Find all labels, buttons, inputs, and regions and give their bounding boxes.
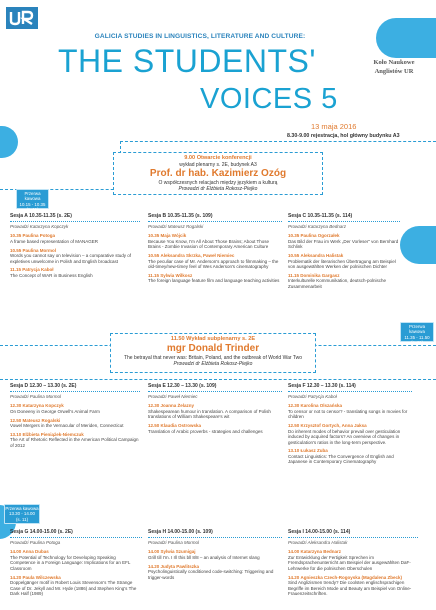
talk-title: Sind Anglizismen trendy? Die coolsten englischsprachigen Begriffe im Bereich Mode und Beauty am Beispiel von Online-Frauenzeitschriften. (288, 580, 412, 597)
organizer-line-2: Anglistów UR (374, 68, 414, 75)
coffee-break-3-time: 13.30 - 14.00 (9, 511, 35, 517)
talk-item (10, 233, 140, 244)
talk-item (288, 253, 400, 270)
talk-speaker: Krzysztof Gortych, Anna Jaksa (300, 423, 367, 429)
session-i-title: Sesja I 14.00-15.00 (s. 114) (288, 530, 418, 538)
talk-title: Contact Linguistics: The Convergence of English and Japanese in Contemporary Cinematography (288, 453, 394, 465)
coffee-break-1-time: 10.15 - 10.35 (19, 201, 46, 207)
session-a-column (10, 214, 140, 282)
session-f-column (288, 384, 412, 468)
subplenary-time: 11.50 Wykład subplenarny s. 2E (170, 336, 256, 342)
talk-speaker: Paulina Potoga (22, 233, 56, 239)
session-d-title: Sesja D 12.30 – 13.30 (s. 2E) (10, 384, 140, 392)
session-c-column (288, 214, 400, 293)
coffee-break-3-room: (s. 11) (15, 516, 29, 522)
talk-speaker: Karolina Olszańska (300, 403, 343, 409)
talk-title: Shakespearean humour in translation. A comparison of Polish translations of William Shakespeare's wit (148, 408, 271, 420)
talk-title: Do inherent modes of behavior prevail over gesticulation induced by acquired factors? An overview of changes in gesticulation's ratios in the long-term perspective. (288, 428, 401, 445)
session-e-title: Sesja E 12.30 – 13.30 (s. 109) (148, 384, 282, 392)
talk-item (10, 248, 140, 265)
talk-item (10, 418, 140, 429)
session-h-column (148, 530, 282, 583)
session-i-column (288, 530, 418, 600)
talk-title: Grill till I'm. I rll this bll 8/8 – an analysis of Internet slang (148, 554, 260, 560)
talk-item (148, 549, 282, 560)
opening-lecture-info: wykład plenarny s. 2E, budynek A3 (179, 162, 257, 168)
talk-speaker: Maja Wójcik (160, 233, 187, 239)
session-d-chair: Prowadzi Paulina Mormol (10, 394, 62, 400)
talk-title: Das Bild der Frau im Werk „Der Vorleser” von Bernhard Schlink (288, 238, 399, 250)
talk-speaker: Sylwia Wilkosz (160, 272, 193, 278)
talk-title: The Art of Rhetoric Reflected in the American Political Campaign of 2012 (10, 437, 139, 448)
session-d-column (10, 384, 140, 452)
coffee-break-2-time: 11.35 - 11.50 (404, 334, 430, 340)
coffee-break-2 (400, 322, 434, 346)
session-g-title: Sesja G 14.00-15.00 (s. 2E) (10, 530, 142, 538)
talk-time: 11.15 (148, 272, 160, 278)
talk-item (288, 575, 418, 597)
talk-time: 13.10 (10, 431, 22, 437)
talk-item (288, 448, 412, 465)
talk-title: Words you cannot say on television – a comparative study of expletives unwelcome in Polish and English broadcast (10, 253, 131, 264)
talk-time: 14.00 (288, 549, 300, 555)
talk-item (10, 575, 142, 597)
talk-speaker: Katarzyna Bednarz (300, 549, 342, 555)
talk-item (148, 564, 282, 581)
talk-title: Problematik der literarischen Übertragung am Beispiel von ausgewählten Werken der polnischen Dichter (288, 258, 396, 270)
talk-title: The Concept of WAR in Business English (10, 272, 93, 278)
talk-item (10, 403, 140, 414)
session-b-column (148, 214, 282, 287)
talk-time: 11.15 (288, 272, 300, 278)
session-g-column (10, 530, 142, 600)
subplenary-topic: The betrayal that never was: Britain, Poland, and the outbreak of World War Two (123, 355, 303, 361)
session-c-title: Sesja C 10.35-11.35 (s. 114) (288, 214, 400, 222)
session-f-title: Sesja F 12.30 – 13.30 (s. 114) (288, 384, 412, 392)
talk-time: 14.20 (148, 563, 160, 569)
talk-speaker: Patrycja Kaboł (22, 267, 54, 273)
talk-time: 13.10 (288, 448, 300, 454)
opening-topic: O współczesnych relacjach między językiem a kulturą (158, 180, 278, 187)
talk-time: 12.30 (148, 403, 160, 409)
opening-speaker: Prof. dr hab. Kazimierz Ozóg (149, 168, 287, 180)
coffee-break-3 (4, 504, 40, 524)
opening-time: 9.00 Otwarcie konferencji (184, 155, 252, 161)
ur-logo-icon (6, 7, 38, 29)
session-h-chair: Prowadzi Paulina Mormol (148, 540, 200, 546)
title-line-1: THE STUDENTS' (58, 43, 316, 79)
talk-title: Because You Know, I'm All About Those Brains; About Those Brains - Zombie Invasion of Contemporary American Culture (148, 238, 270, 250)
talk-title: The Potential of Technology for Developing Speaking Competence in a Foreign Language: Implications for an EFL Classroom (10, 554, 131, 571)
talk-time: 12.30 (10, 403, 22, 409)
decorative-bubble-left-upper (0, 126, 18, 158)
talk-speaker: Sylwia Szumigaj (160, 549, 196, 555)
talk-item (148, 273, 282, 284)
talk-title: Psycholinguistically conditioned code-switching: Triggering and trigger-words (148, 569, 274, 580)
coffee-break-2-label: Przerwa kawowa (408, 324, 426, 335)
talk-item (288, 423, 412, 445)
talk-time: 14.00 (10, 549, 22, 555)
talk-item (288, 403, 412, 420)
subplenary-lecture-box (110, 333, 316, 373)
opening-lecture-box (113, 152, 323, 195)
talk-speaker: Aleksandra Halistak (300, 253, 344, 259)
connector-line (0, 379, 436, 380)
talk-time: 14.00 (148, 549, 160, 555)
coffee-break-1 (16, 189, 49, 213)
decorative-bubble-right-mid (400, 226, 436, 264)
conference-series-subtitle: GALICIA STUDIES IN LINGUISTICS, LITERATURE AND CULTURE: (94, 33, 306, 40)
talk-item (148, 403, 282, 420)
session-b-title: Sesja B 10.35-11.35 (s. 109) (148, 214, 282, 222)
talk-item (10, 267, 140, 278)
talk-item (10, 432, 140, 449)
session-b-chair: Prowadzi Mateusz Rogalski (148, 224, 204, 230)
talk-time: 10.55 (10, 247, 22, 253)
talk-speaker: Joanna Żelazny (160, 403, 195, 409)
talk-item (288, 233, 400, 250)
talk-title: Interkulturelle Kommunikation, deutsch-polnische Zusammenarbeit (288, 278, 387, 289)
talk-title: The peculiar case of Mr. Anderson's approach to filmmaking – the old-timey/new-timey feel of Wes Anderson's cinematography (148, 258, 279, 270)
talk-item (288, 549, 418, 571)
session-e-chair: Prowadzi Paweł Niemiec (148, 394, 198, 400)
university-logo (6, 7, 38, 29)
talk-time: 10.35 (288, 233, 300, 239)
subplenary-speaker: mgr Donald Trinder (166, 343, 260, 354)
talk-speaker: Paulina Mormol (22, 247, 57, 253)
talk-item (288, 273, 400, 290)
talk-time: 14.20 (10, 574, 22, 580)
talk-time: 12.50 (10, 417, 22, 423)
coffee-break-1-label: Przerwa kawowa (24, 191, 41, 202)
talk-speaker: Anna Dubas (22, 549, 49, 555)
talk-time: 12.50 (148, 423, 160, 429)
talk-item (148, 253, 282, 270)
session-a-title: Sesja A 10.35-11.35 (s. 2E) (10, 214, 140, 222)
talk-time: 12.50 (288, 423, 300, 429)
talk-item (148, 233, 282, 250)
talk-speaker: Łukasz Zuba (300, 448, 328, 454)
talk-time: 10.55 (148, 253, 160, 259)
talk-speaker: Klaudia Ostrowska (160, 423, 202, 429)
talk-title: Zur Entwicklung der Fertigkeit Sprechen im Fremdsprachenunterricht am Beispiel der ausgewählten DaF-Lehrwerke für die polnischen Oberschulen (288, 554, 411, 571)
talk-time: 11.15 (10, 267, 22, 273)
talk-title: Vowel Mergers in the Vernacular of Meriden, Connecticut (10, 423, 124, 429)
talk-item (148, 423, 282, 434)
session-e-column (148, 384, 282, 437)
opening-chair: Prowadzi dr Elżbieta Rokosz-Piejko (178, 186, 258, 193)
decorative-bubble-top-right (376, 18, 436, 58)
connector-line (120, 141, 436, 142)
registration-info: 8.30-9.00 rejestracja, hol główny budynku A3 (287, 133, 400, 139)
talk-time: 12.30 (288, 403, 300, 409)
coffee-break-1-room: (s. 11) (26, 207, 39, 213)
session-g-chair: Prowadzi Paulina Potoga (10, 540, 61, 546)
talk-speaker: Elżbieta Pieniążek-Niemczuk (22, 431, 84, 437)
session-c-chair: Prowadzi Katarzyna Bednarz (288, 224, 347, 230)
session-h-title: Sesja H 14.00-15.00 (s. 109) (148, 530, 282, 538)
talk-time: 10.55 (288, 253, 300, 259)
talk-time: 14.20 (288, 574, 300, 580)
talk-speaker: Paulina Ogorzałek (300, 233, 340, 239)
talk-title: Translation of Arabic proverbs - strategies and challenges (148, 428, 263, 434)
talk-speaker: Agnieszka Czech-Rogoyska (Magdalena Zbeck) (300, 574, 403, 580)
talk-title: To censor or not to censor? - translating songs in movies for children (288, 408, 408, 420)
session-i-chair: Prowadzi Aleksandra Halistak (288, 540, 348, 546)
talk-time: 10.35 (148, 233, 160, 239)
coffee-break-3-label: Przerwa kawowa (5, 506, 39, 511)
talk-time: 10.35 (10, 233, 22, 239)
talk-speaker: Paula Wilczewska (22, 574, 61, 580)
talk-speaker: Mateusz Rogalski (22, 417, 61, 423)
talk-item (10, 549, 142, 571)
talk-speaker: Katarzyna Kopczyk (22, 403, 64, 409)
talk-speaker: Judyta Pawlitszka (160, 563, 200, 569)
talk-title: On Doneeny in George Orwell's Animal Farm (10, 408, 100, 414)
coffee-break-2-room: (s. 11) (410, 340, 424, 346)
talk-title: The foreign language feature film and language teaching activities (148, 278, 280, 284)
subplenary-chair: Prowadzi dr Elżbieta Rokosz-Piejko (173, 361, 253, 368)
organizer-line-1: Koło Naukowe (373, 59, 415, 66)
talk-speaker: Dominika Gargasz (300, 272, 340, 278)
talk-title: Doppelgänger motif in Robert Louis Stevenson's The Strange Case of Dr. Jekyll and Mr. Hyde (1886) and Stephen King's The Dark Half (1989) (10, 580, 137, 597)
talk-speaker: Aleksandra Skrzka, Paweł Niemiec (160, 253, 235, 259)
title-line-2: VOICES 5 (200, 83, 338, 115)
session-a-chair: Prowadzi Katarzyna Kopczyk (10, 224, 69, 230)
organizer (357, 58, 431, 76)
conference-date: 13 maja 2016 (311, 122, 357, 131)
session-f-chair: Prowadzi Patrycja Kaboł (288, 394, 337, 400)
talk-title: A frame based representation of MANAGER (10, 238, 99, 244)
